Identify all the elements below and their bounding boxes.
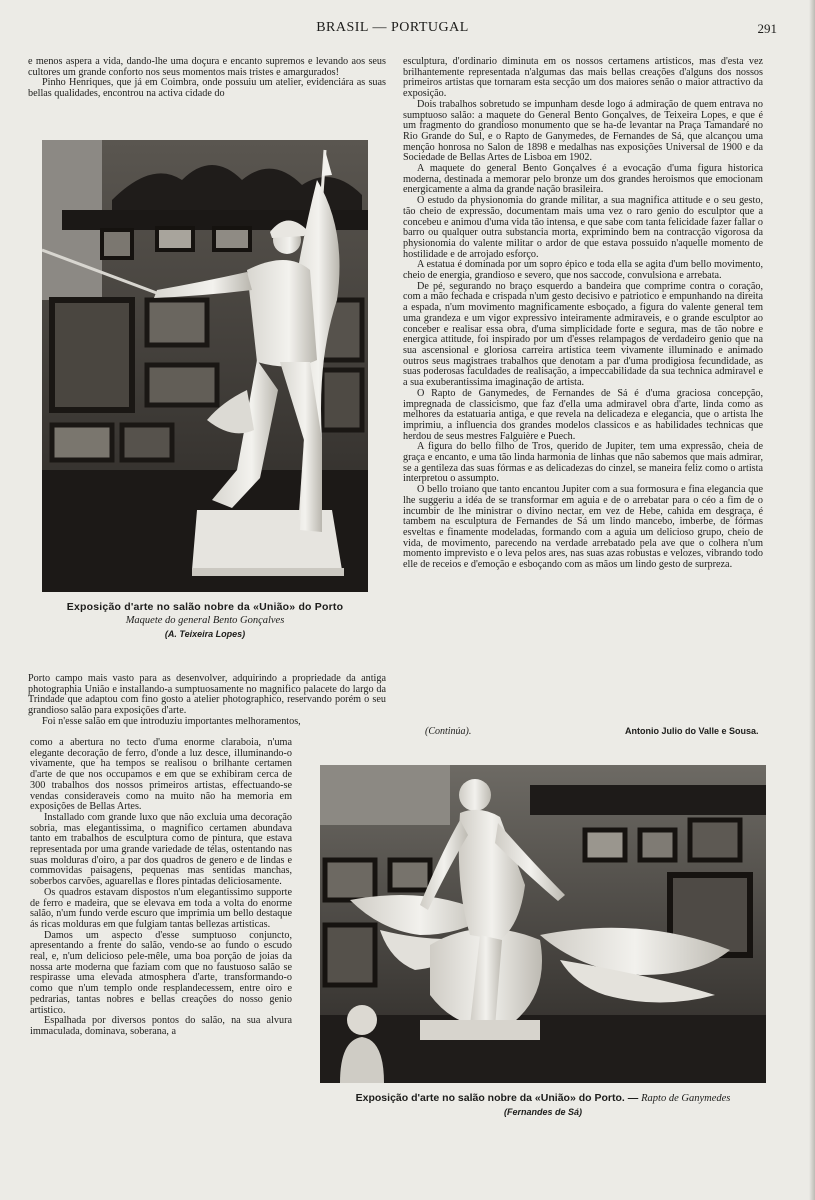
paragraph: A maquete do general Bento Gonçalves é a evocação d'uma figura historica moderna, destinada a memorar pelo bronze um dos grandes heroismos que emocionam energicamente a alma da grande nação brasileira. xyxy=(403,163,763,196)
paragraph: A estatua é dominada por um sopro épico e toda ella se agita d'um bello movimento, cheio de energia, grandioso e severo, que nos saccode, convulsiona e arrebata. xyxy=(403,259,763,282)
paragraph: Os quadros estavam dispostos n'um elegantissimo supporte de ferro e madeira, que se elevava em toda a volta do enorme salão, n'um fundo verde escuro que imprimia um bello destaque ás ricas molduras em que fulgiam tantas bellezas artisticas. xyxy=(30,886,292,930)
paragraph: Espalhada por diversos pontos do salão, na sua alvura immaculada, dominava, soberana, a xyxy=(30,1015,292,1037)
sculpture-photo-illustration xyxy=(320,765,766,1083)
author-signature: Antonio Julio do Valle e Sousa. xyxy=(625,726,759,736)
paragraph: Dois trabalhos sobretudo se impunham desde logo á admiração de quem entrava no sumptuoso salão: a maquete do General Bento Gonçalves, de Teixeira Lopes, e que é um fragmento do grandioso monumento que se ha-de levantar na Praça Tamandaré no Rio Grande do Sul, e o Rapto de Ganymedes, de Fernandes de Sá, que alcançou uma menção honrosa no Salon de 1898 e medalhas nas exposições Universal de 1900 e da Sociedade de Bellas Artes de Lisboa em 1902. xyxy=(403,98,763,164)
photo-general-bento-goncalves xyxy=(42,140,368,592)
figure1-caption: Exposição d'arte no salão nobre da «União» do Porto xyxy=(66,601,344,613)
photo-rapto-de-ganymedes xyxy=(320,765,766,1083)
paragraph: Foi n'esse salão em que introduziu importantes melhoramentos, xyxy=(42,715,301,727)
page-header xyxy=(0,20,815,40)
paragraph: Damos um aspecto d'esse sumptuoso conjuncto, apresentando a frente do salão, vendo-se ao fundo o escudo real, e, n'um delicioso pele-mêle, uma boa porção de joias da nossa arte moderna que faziam com que no faustuoso salão se respirasse uma elevada atmosphera d'arte, transformando-o como que n'um templo onde resplandecessem, entre oiro e pedrarias, tantas nobres e bellas creações do nosso genio artistico. xyxy=(30,929,292,1016)
paragraph: Installado com grande luxo que não excluia uma decoração sobria, mas elegantissima, o magnifico certamen abundava tanto em trabalhos de esculptura como de pintura, que estava representada por uma grande variedade de télas, ostentando nas suas molduras d'oiro, a par dos quadros de genero e de lindas e commovidas paisagens, pequenas mas sentidas manchas, soberbos carvões, aguarellas e flores pintadas deliciosamente. xyxy=(30,811,292,888)
paragraph: esculptura, d'ordinario diminuta em os nossos certamens artisticos, mas d'esta vez brilhantemente representada n'algumas das mais bellas creações d'alguns dos nossos primeiros artistas que tornaram esta secção um dos maiores senão o maior attractivo da exposição. xyxy=(403,56,763,100)
figure2-caption-block xyxy=(320,1092,766,1117)
continuation-label: (Continúa). xyxy=(425,726,472,737)
paragraph: De pé, segurando no braço esquerdo a bandeira que comprime contra o coração, com a mão fechada e crispada n'um gesto decisivo e patriotico e empunhando na direita a espada, n'um movimento magnificamente esboçado, a figura do valente general tem uma grandeza e um vigor expressivo inteiramente admiraveis, e o grande esculptor ao conceber e realisar essa obra, d'uma simplicidade forte e segura, mas de tão nobre e energica attitude, foi inspirado por um d'esses relampagos de verdadeiro genio que na sua ascensional e gloriosa carreira artistica teem vivamente illuminado e animado outros seus magistraes trabalhos que denotam a par d'uma prodigiosa fecundidade, as suas poderosas faculdades de realisação, a impeccabilidade da sua technica admiravel e a sua exuberantissima imaginação de artista. xyxy=(403,280,763,389)
paragraph: O Rapto de Ganymedes, de Fernandes de Sá é d'uma graciosa concepção, impregnada de classicismo, que faz d'ella uma admiravel obra d'arte, linda como as melhores da estatuaria antiga, e que revela na delicadeza e elegancia, que o artista lhe imprimiu, a influencia dos grandes modelos classicos e as habilidades technicas que herdou de seus mestres Falguière e Puech. xyxy=(403,387,763,442)
page-edge-shadow xyxy=(809,0,815,1200)
running-title: BRASIL — PORTUGAL xyxy=(316,20,469,35)
figure1-credit: (A. Teixeira Lopes) xyxy=(164,629,246,639)
paragraph: O estudo da physionomia do grande militar, a sua magnifica attitude e o seu gesto, tão cheio de expressão, documentam mais uma vez o raro genio do esculptor que a concebeu e animou d'uma vida tão intensa, e que sabe com tanta felicidade fazer fallar o barro ou qualquer outra substancia morta, exprimindo bem na contracção vigorosa da physionomia do valente militar o ardor de que estava possuido n'aquelle momento de hostilidade e de arrojado esforço. xyxy=(403,195,763,260)
statue-photo-illustration xyxy=(42,140,368,592)
figure2-dash: — xyxy=(624,1092,642,1104)
figure2-caption: Exposição d'arte no salão nobre da «União» do Porto. xyxy=(355,1092,625,1104)
left-column-narrow xyxy=(30,738,292,1038)
paragraph: O bello troiano que tanto encantou Jupiter com a sua formosura e fina elegancia que lhe suggeriu a idéa de se transformar em aguia e de o arrebatar para o céo a fim de o incumbir de lhe ministrar o divino nectar, em vez de Hebe, cahida em desgraça, é tambem na esculptura de Fernandes de Sá um lindo mancebo, imberbe, de fórmas esveltas e finamente modeladas, formando com a aguia um delicioso grupo, cheio de vida, de movimento, parecendo na verdade arrebatado pela ave que o colhera n'um momento imprevisto e o leva pelos ares, nas suas azas robustas e velozes, vibrando todo elle de receios e d'emoção e esboçando com as mãos um lindo gesto de surpreza. xyxy=(403,484,763,571)
left-column-top xyxy=(28,57,386,100)
right-column xyxy=(403,57,763,571)
page-number: 291 xyxy=(757,21,777,36)
figure1-subtitle: Maquete do general Bento Gonçalves xyxy=(125,615,285,626)
paragraph: Porto campo mais vasto para as desenvolver, adquirindo a propriedade da antiga photographia União e installando-a sumptuosamente no magnifico palacete do largo da Trindade que adaptou com fino gosto a atelier photographico, reservando porém o seu grandioso salão para exposições d'arte. xyxy=(28,673,386,717)
figure1-caption-block xyxy=(42,601,368,639)
continuation-line xyxy=(425,726,765,737)
figure2-credit: (Fernandes de Sá) xyxy=(503,1107,583,1117)
left-column-mid xyxy=(28,674,386,728)
paragraph: Pinho Henriques, que já em Coimbra, onde possuiu um atelier, evidenciára as suas bellas qualidades, encontrou na activa cidade do xyxy=(28,77,386,100)
paragraph: como a abertura no tecto d'uma enorme claraboia, n'uma elegante decoração de ferro, d'onde a luz desce, illuminando-o vivamente, que ha tempos se realisou o brilhante certamen d'arte de que nos occupamos e em que se exhibiram cerca de 300 trabalhos dos nossos primeiros artistas, effectuando-se vendas consideraveis como na muito não ha memoria em exposições de Bellas Artes. xyxy=(30,737,292,813)
paragraph: A figura do bello filho de Tros, querido de Jupiter, tem uma expressão, cheia de graça e encanto, e uma tão linda harmonia de linhas que não sabemos que mais admirar, se a gentileza das suas fórmas e as delicadezas do cinzel, se maneira feliz como o artista interpretou o assumpto. xyxy=(403,441,763,485)
figure2-subtitle: Rapto de Ganymedes xyxy=(641,1093,731,1104)
paragraph: e menos aspera a vida, dando-lhe uma doçura e encanto supremos e levando aos seus cultores um grande conforto nos seus momentos mais tristes e amargurados! xyxy=(28,56,386,78)
figure2-caption-line xyxy=(320,1092,766,1104)
